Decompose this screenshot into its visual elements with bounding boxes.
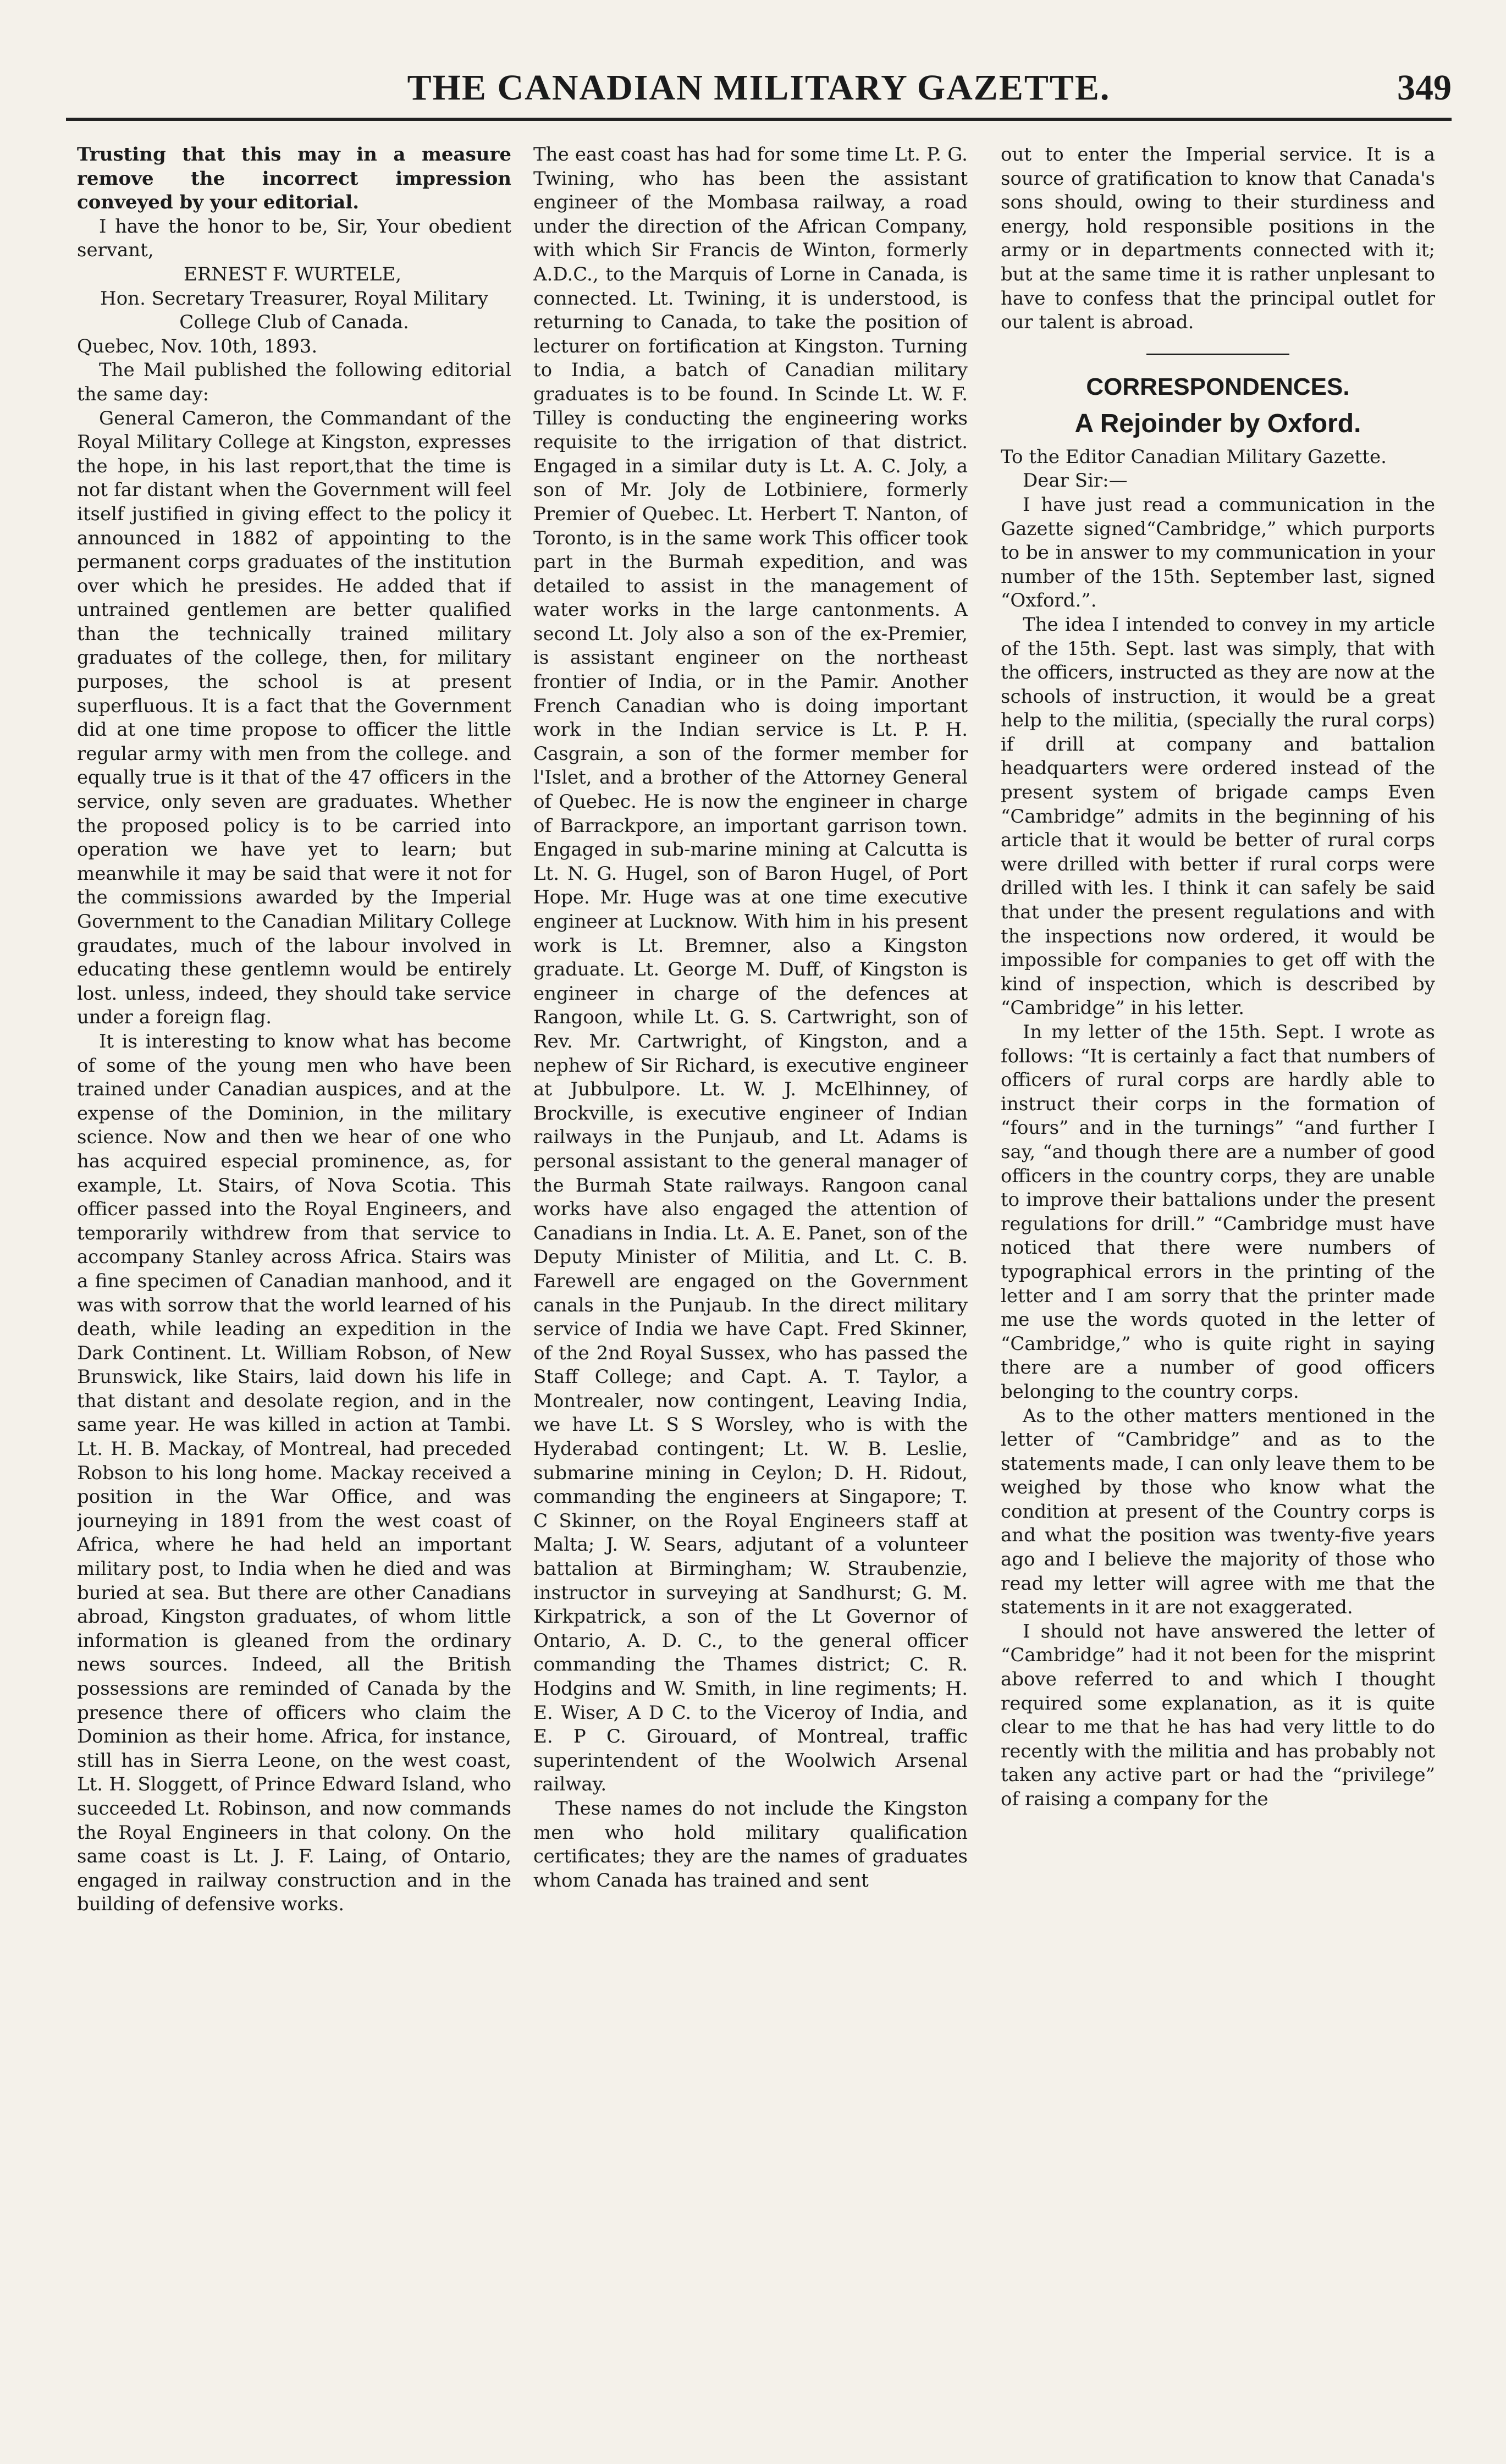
column-1 bbox=[77, 143, 511, 2430]
salutation-dear: Dear Sir:— bbox=[1023, 470, 1128, 492]
editorial-paragraph: The east coast has had for some time Lt. P. G. Twining, who has been the assistant engineer of the Mombasa railway, a road under the direction of the African Company, with which Sir Francis de Winton, formerly A.D.C., to the Marquis of Lorne in Canada, is connected. Lt. Twining, it is understood, is returning to Canada, to take the position of lecturer on fortification at Kingston. Turning to India, a batch of Canadian military graduates is to be found. In Scinde Lt. W. F. Tilley is conducting the engineering works requisite to the irrigation of that district. Engaged in a similar duty is Lt. A. C. Joly, a son of Mr. Joly de Lotbiniere, formerly Premier of Quebec. Lt. Herbert T. Nanton, of Toronto, is in the same work This officer took part in the Burmah expedition, and was detailed to assist in the management of water works in the large cantonments. A second Lt. Joly also a son of the ex-Premier, is assistant engineer on the northeast frontier of India, or in the Pamir. Another French Canadian who is doing important work in the Indian service is Lt. P. H. Casgrain, a son of the former member for l'Islet, and a brother of the Attorney General of Quebec. He is now the engineer in charge of Barrackpore, an important garrison town. Engaged in sub-marine mining at Calcutta is Lt. N. G. Hugel, son of Baron Hugel, of Port Hope. Mr. Huge was at one time executive engineer at Lucknow. With him in his present work is Lt. Bremner, also a Kingston graduate. Lt. George M. Duff, of Kingston is engineer in charge of the defences at Rangoon, while Lt. G. S. Cartwright, son of Rev. Mr. Cartwright, of Kingston, and a nephew of Sir Richard, is executive engineer at Jubbulpore. Lt. W. J. McElhinney, of Brockville, is executive engineer of Indian railways in the Punjaub, and Lt. Adams is personal assistant to the general manager of the Burmah State railways. Rangoon canal works have also engaged the attention of Canadians in India. Lt. A. E. Panet, son of the Deputy Minister of Militia, and Lt. C. B. Farewell are engaged on the Government canals in the Punjaub. In the direct military service of India we have Capt. Fred Skinner, of the 2nd Royal Sussex, who has passed the Staff College; and Capt. A. T. Taylor, a Montrealer, now contingent, Leaving India, we have Lt. S S Worsley, who is with the Hyderabad contingent; Lt. W. B. Leslie, submarine mining in Ceylon; D. H. Ridout, commanding the engineers at Singapore; T. C Skinner, on the Royal Engineers staff at Malta; J. W. Sears, adjutant of a volunteer battalion at Birmingham; W. Straubenzie, instructor in surveying at Sandhurst; G. M. Kirkpatrick, a son of the Lt Governor of Ontario, A. D. C., to the general officer commanding the Thames district; C. R. Hodgins and W. Smith, in line regiments; H. E. Wiser, A D C. to the Viceroy of India, and E. P C. Girouard, of Montreal, traffic superintendent of the Woolwich Arsenal railway. bbox=[533, 144, 968, 1796]
section-heading: CORRESPONDENCES. bbox=[1086, 373, 1350, 400]
signature-title: Hon. Secretary Treasurer, Royal Military College Club of Canada. bbox=[100, 287, 488, 334]
publication-title: THE CANADIAN MILITARY GAZETTE. bbox=[407, 68, 1111, 108]
editorial-intro: The Mail published the following editorial the same day: bbox=[77, 359, 511, 405]
letter-paragraph: I have just read a communication in the Gazette signed“Cambridge,” which purports to be in answer to my communication in your number of the 15th. September last, signed “Oxford.”. bbox=[1001, 493, 1435, 612]
section-divider bbox=[1146, 354, 1289, 355]
editorial-paragraph: It is interesting to know what has become of some of the young men who have been trained under Canadian auspices, and at the expense of the Dominion, in the military science. Now and then we hear of one who has acquired especial prominence, as, for example, Lt. Stairs, of Nova Scotia. This officer passed into the Royal Engineers, and temporarily withdrew from that service to accompany Stanley across Africa. Stairs was a fine specimen of Canadian manhood, and it was with sorrow that the world learned of his death, while leading an expedition in the Dark Continent. Lt. William Robson, of New Brunswick, like Stairs, laid down his life in that distant and desolate region, and in the same year. He was killed in action at Tambi. Lt. H. B. Mackay, of Montreal, had preceded Robson to his long home. Mackay received a position in the War Office, and was journeying in 1891 from the west coast of Africa, where he had held an important military post, to India when he died and was buried at sea. But there are other Canadians abroad, Kingston graduates, of whom little information is gleaned from the ordinary news sources. Indeed, all the British possessions are reminded of Canada by the presence there of officers who claim the Dominion as their home. Africa, for instance, still has in Sierra Leone, on the west coast, Lt. H. Sloggett, of Prince Edward Island, who succeeded Lt. Robinson, and now commands the Royal Engineers in that colony. On the same coast is Lt. J. F. Laing, of Ontario, engaged in railway construction and in the building of defensive works. bbox=[77, 1030, 511, 1916]
editorial-paragraph: General Cameron, the Commandant of the Royal Military College at Kingston, expresses the hope, in his last report,that the time is not far distant when the Government will feel itself justified in giving effect to the policy it announced in 1882 of appointing to the permanent corps graduates of the institution over which he presides. He added that if untrained gentlemen are better qualified than the technically trained military graduates of the college, then, for military purposes, the school is at present superfluous. It is a fact that the Government did at one time propose to officer the little regular army with men from the college. and equally true is it that of the 47 officers in the service, only seven are graduates. Whether the proposed policy is to be carried into operation we have yet to learn; but meanwhile it may be said that were it not for the commissions awarded by the Imperial Government to the Canadian Military College graudates, much of the labour involved in educating these gentlemn would be entirely lost. unless, indeed, they should take service under a foreign flag. bbox=[77, 407, 511, 1029]
letter-sign-off: I have the honor to be, Sir, Your obedient servant, bbox=[77, 215, 511, 262]
letter-paragraph: I should not have answered the letter of “Cambridge” had it not been for the misprint above referred to and which I thought required some explanation, as it is quite clear to me that he has had very little to do recently with the militia and has probably not taken any active part or had the “privilege” of raising a company for the bbox=[1001, 1620, 1435, 1810]
letter-paragraph: The idea I intended to convey in my article of the 15th. Sept. last was simply, that with the officers, instructed as they are now at the schools of instruction, it would be a great help to the militia, (specially the rural corps) if drill at company and battalion headquarters were ordered instead of the present system of brigade camps Even “Cambridge” admits in the beginning of his article that it would be better of rural corps were drilled with better if rural corps were drilled with les. I think it can safely be said that under the present regulations and with the inspections now ordered, it would be impossible for companies to get off with the kind of inspection, which is described by “Cambridge” in his letter. bbox=[1001, 613, 1435, 1019]
editorial-paragraph: out to enter the Imperial service. It is a source of gratification to know that Canada's sons should, owing to their sturdiness and energy, hold responsible positions in the army or in departments connected with it; but at the same time it is rather unplesant to have to confess that the principal outlet for our talent is abroad. bbox=[1001, 144, 1435, 334]
page-header bbox=[66, 60, 1452, 121]
header-rule bbox=[66, 118, 1452, 121]
letter-dateline: Quebec, Nov. 10th, 1893. bbox=[77, 335, 318, 357]
letter-signature: ERNEST F. WURTELE, bbox=[184, 263, 401, 285]
letter-paragraph: As to the other matters mentioned in the letter of “Cambridge” and as to the statements made, I can only leave them to be weighed by those who know what the condition at present of the Country corps is and what the position was twenty-five years ago and I believe the majority of those who read my letter will agree with me that the statements in it are not exaggerated. bbox=[1001, 1404, 1435, 1619]
article-subheading: A Rejoinder by Oxford. bbox=[1074, 409, 1361, 438]
letter-paragraph: In my letter of the 15th. Sept. I wrote as follows: “It is certainly a fact that numbers of officers of rural corps are hardly able to instruct their corps in the formation of “fours” and in the turnings” “and further I say, “and though there are a number of good officers in the country corps, they are unable to improve their battalions under the present regulations for drill.” “Cambridge must have noticed that there were numbers of typographical errors in the printing of the letter and I am sorry that the printer made me use the words quoted in the letter of “Cambridge,” who is quite right in saying there are a number of good officers belonging to the country corps. bbox=[1001, 1021, 1435, 1403]
salutation-to: To the Editor Canadian Military Gazette. bbox=[1001, 445, 1387, 468]
editorial-paragraph: These names do not include the Kingston men who hold military qualification certificates; they are the names of graduates whom Canada has trained and sent bbox=[533, 1797, 968, 1892]
letter-closing-paragraph: Trusting that this may in a measure remove the incorrect impression conveyed by your editorial. bbox=[77, 144, 511, 214]
column-3 bbox=[1001, 143, 1435, 2430]
page-number: 349 bbox=[1397, 68, 1452, 108]
column-2 bbox=[533, 143, 968, 2430]
